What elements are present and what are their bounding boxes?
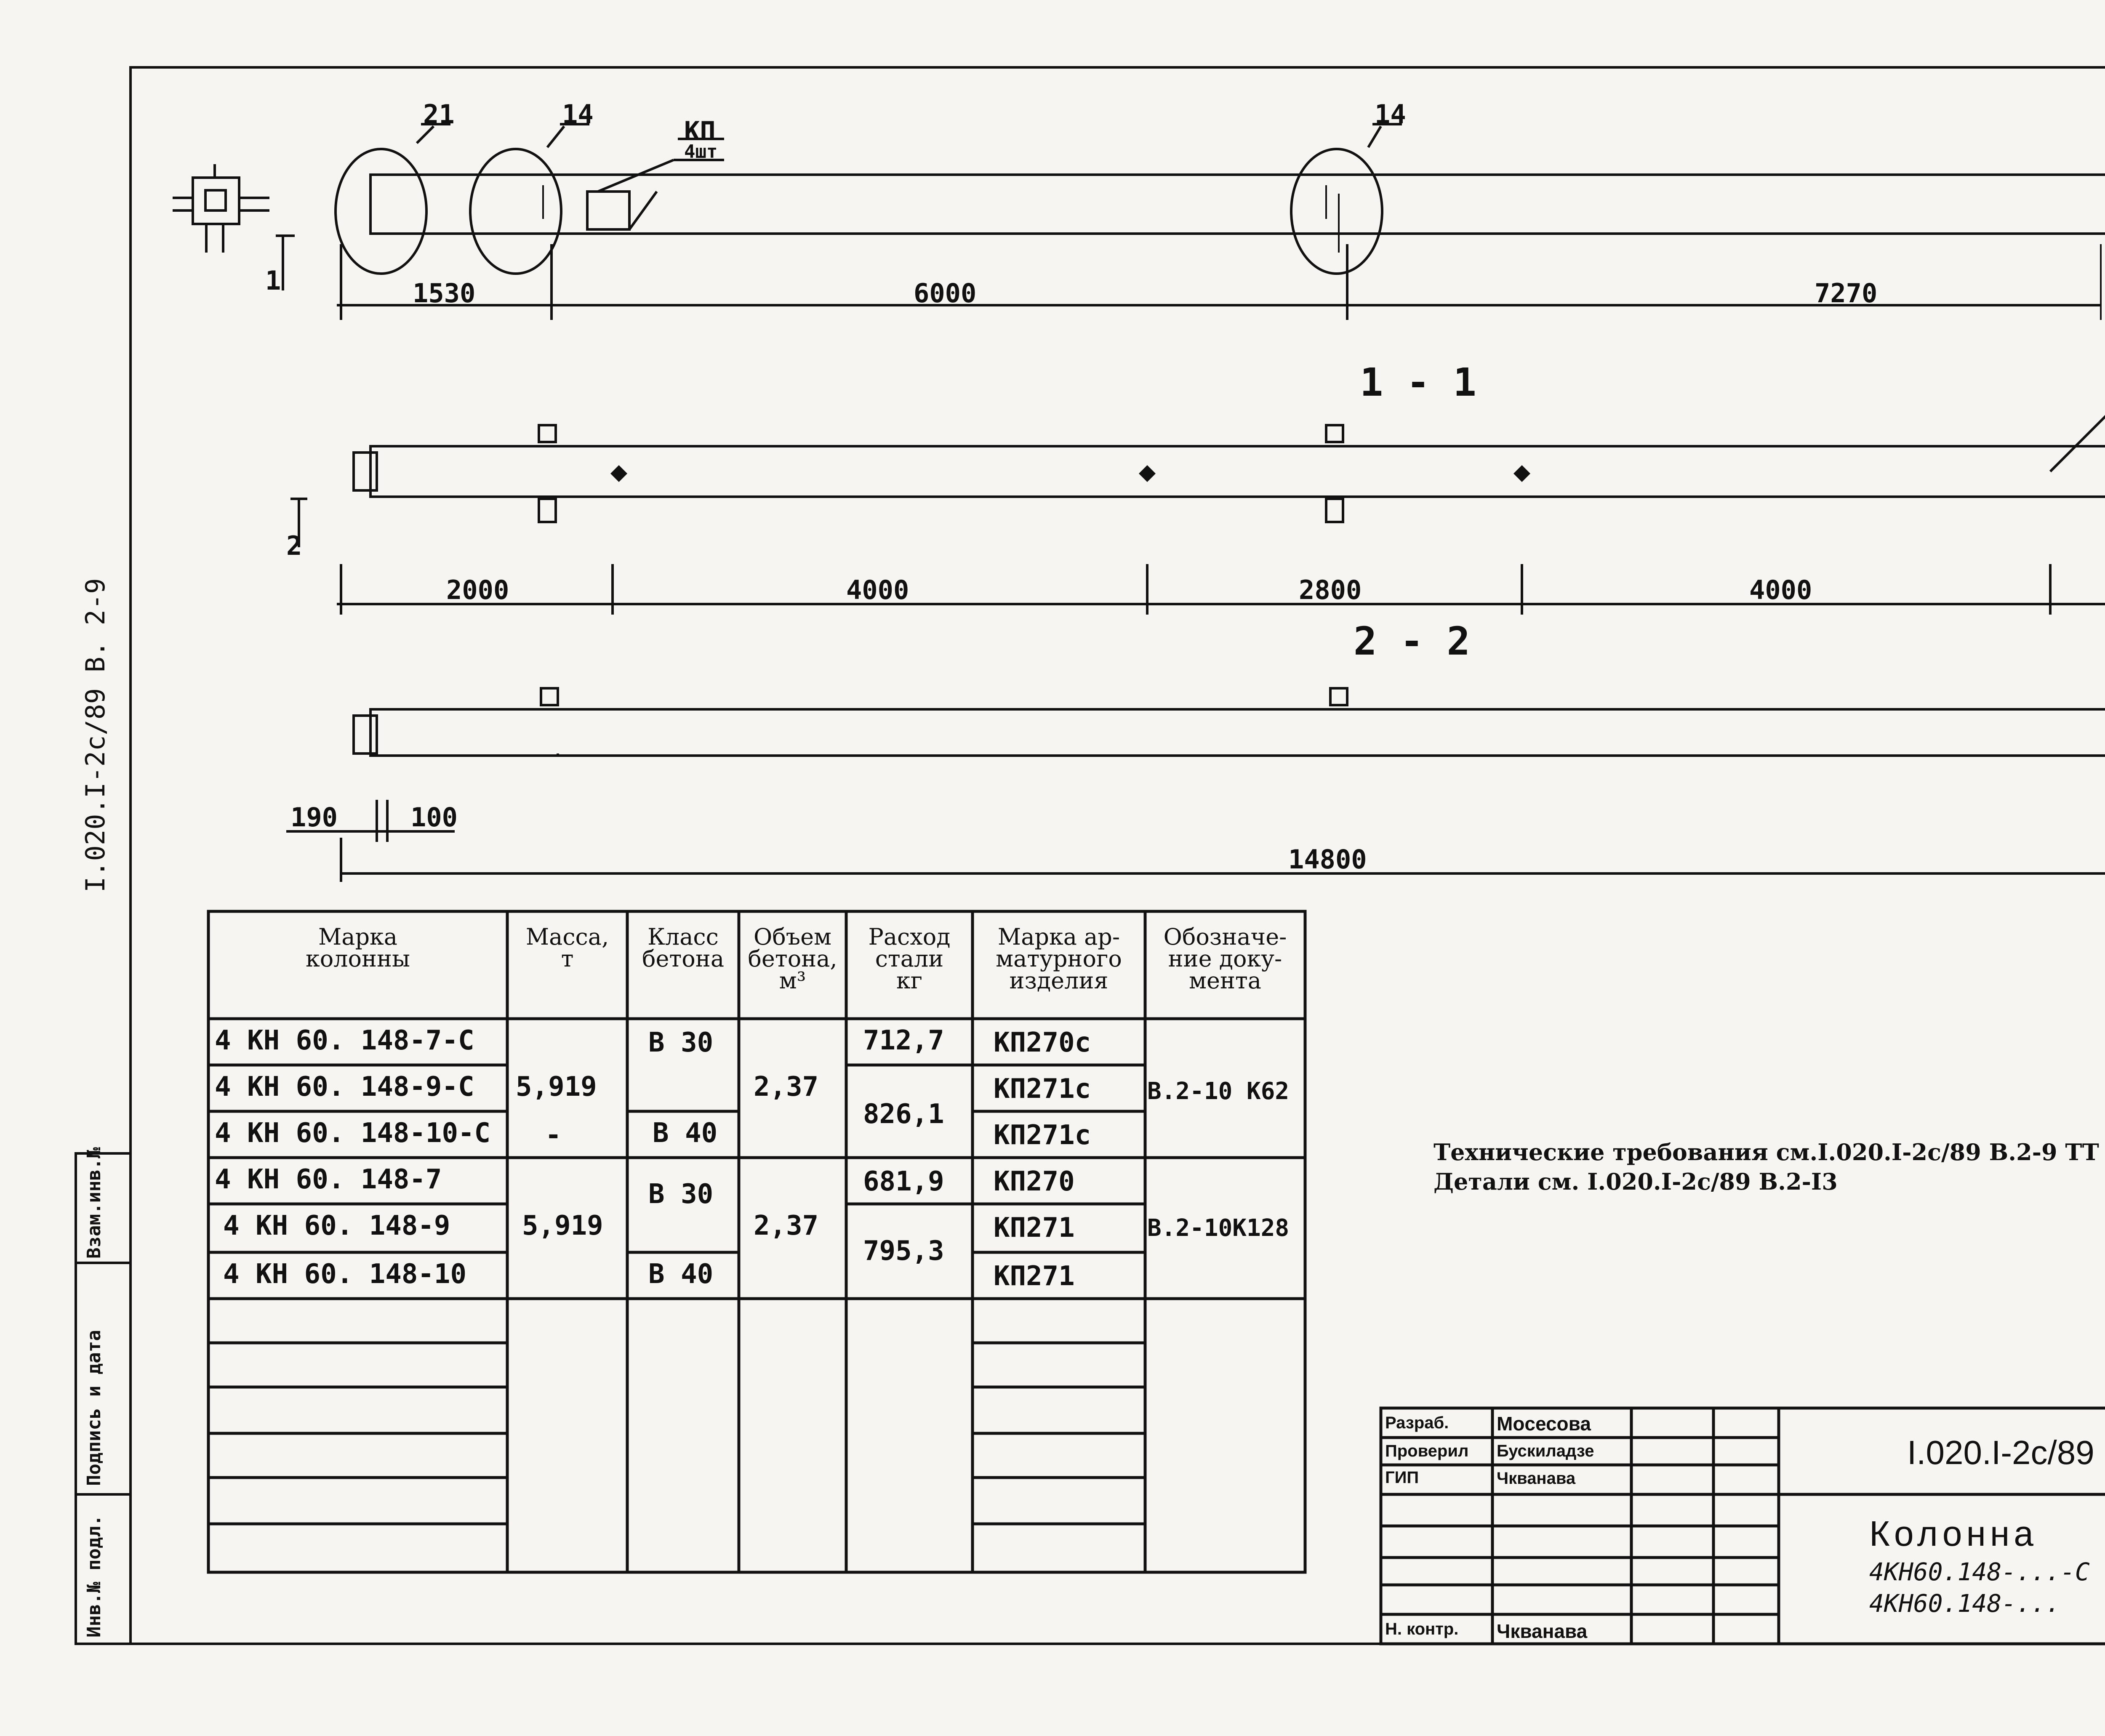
- hdr-class: Класс бетона: [642, 924, 725, 972]
- tb-code: I.020.I-2с/89: [1907, 1434, 2094, 1471]
- s1-dim-d: 4000: [1749, 575, 1812, 605]
- class-b40-2: В 40: [648, 1259, 714, 1290]
- mark-row-6: 4 КН 60. 148-10: [223, 1259, 466, 1290]
- callout-14a: 14: [562, 99, 594, 130]
- dim-7270: 7270: [1815, 278, 1878, 309]
- section-1-view: [290, 400, 2105, 615]
- hdr-volume: Объем бетона, м³: [748, 924, 837, 994]
- class-b30-2: В 30: [648, 1179, 714, 1210]
- steel-4: 795,3: [863, 1235, 944, 1267]
- mass-dash: -: [545, 1120, 562, 1151]
- tb-title: Колонна: [1869, 1514, 2038, 1553]
- s2-total: 14800: [1288, 844, 1367, 875]
- mark-row-4: 4 КН 60. 148-7: [215, 1164, 442, 1195]
- mark-row-2: 4 КН 60. 148-9-С: [215, 1071, 474, 1102]
- hdr-mark: Марка колонны: [305, 924, 410, 972]
- tb-name-dev: Моcесова: [1497, 1413, 1591, 1435]
- volume-1: 2,37: [754, 1071, 819, 1102]
- stamp-inv-label: Инв.№ подл.: [83, 1515, 105, 1637]
- rebar-4: КП270: [994, 1166, 1075, 1197]
- class-b30-1: В 30: [648, 1027, 714, 1058]
- tb-sub2: 4КН60.148-...: [1869, 1589, 2060, 1618]
- tb-role-dev: Разраб.: [1385, 1414, 1449, 1432]
- class-b40-1: В 40: [653, 1118, 718, 1149]
- hdr-rebar: Марка ар- матурного изделия: [996, 924, 1122, 994]
- steel-2: 826,1: [863, 1099, 944, 1130]
- dim-1530: 1530: [413, 278, 476, 309]
- rebar-5: КП271: [994, 1212, 1075, 1243]
- mass-group-1: 5,919: [516, 1071, 597, 1102]
- stamp-repl-label: Взам.инв.№: [83, 1147, 105, 1259]
- side-code: I.020.I-2c/89 В. 2-9: [80, 578, 111, 892]
- mass-group-2: 5,919: [522, 1210, 603, 1241]
- hdr-mass: Масса, т: [525, 924, 609, 972]
- section-mark-2: 2: [286, 530, 302, 561]
- s2-dim-100a: 100: [410, 802, 458, 833]
- mark-row-3: 4 КН 60. 148-10-С: [215, 1118, 491, 1149]
- hole-markers: [610, 465, 1530, 482]
- steel-3: 681,9: [863, 1166, 944, 1197]
- tb-name-gip: Чкванава: [1497, 1469, 1576, 1488]
- steel-1: 712,7: [863, 1025, 944, 1056]
- schedule-grid: [208, 911, 1305, 1572]
- stamp-sign-label: Подпись и дата: [83, 1330, 105, 1486]
- tb-name-nk: Чкванава: [1497, 1620, 1588, 1642]
- section-mark-1: 1: [265, 265, 281, 296]
- tb-role-gip: ГИП: [1385, 1468, 1419, 1487]
- tb-role-check: Проверил: [1385, 1442, 1469, 1460]
- section-2-view: [286, 669, 2105, 882]
- tb-role-nk: Н. контр.: [1385, 1620, 1459, 1638]
- hdr-doc: Обозначе- ние доку- мента: [1163, 924, 1287, 994]
- s2-dim-190: 190: [290, 802, 338, 833]
- s1-dim-a: 2000: [446, 575, 509, 605]
- rebar-3: КП271с: [994, 1120, 1091, 1151]
- doc-2: В.2-10К128: [1147, 1214, 1290, 1242]
- callout-21: 21: [423, 99, 455, 130]
- doc-1: В.2-10 К62: [1147, 1078, 1290, 1105]
- kp-qty: 4шт: [684, 141, 718, 162]
- mark-row-1: 4 КН 60. 148-7-С: [215, 1025, 474, 1056]
- dim-6000: 6000: [914, 278, 977, 309]
- section-2-title: 2 - 2: [1354, 619, 1470, 664]
- s1-dim-c: 2800: [1299, 575, 1362, 605]
- note-details: Детали см. I.020.I-2с/89 В.2-I3: [1434, 1168, 1838, 1195]
- rebar-1: КП270с: [994, 1027, 1091, 1058]
- mark-row-5: 4 КН 60. 148-9: [223, 1210, 450, 1241]
- volume-2: 2,37: [754, 1210, 819, 1241]
- callout-14b: 14: [1375, 99, 1406, 130]
- hdr-steel: Расход стали кг: [868, 924, 951, 994]
- section-1-title: 1 - 1: [1360, 360, 1476, 405]
- note-tech-req: Технические требования см.I.020.I-2с/89 В.2-9 ТТ: [1434, 1139, 2099, 1166]
- kp-label: КП: [684, 116, 716, 146]
- tb-name-check: Бускиладзе: [1497, 1442, 1594, 1460]
- rebar-2: КП271с: [994, 1073, 1091, 1105]
- s1-dim-b: 4000: [846, 575, 909, 605]
- rebar-6: КП271: [994, 1261, 1075, 1292]
- tb-sub1: 4КН60.148-...-С: [1869, 1558, 2090, 1586]
